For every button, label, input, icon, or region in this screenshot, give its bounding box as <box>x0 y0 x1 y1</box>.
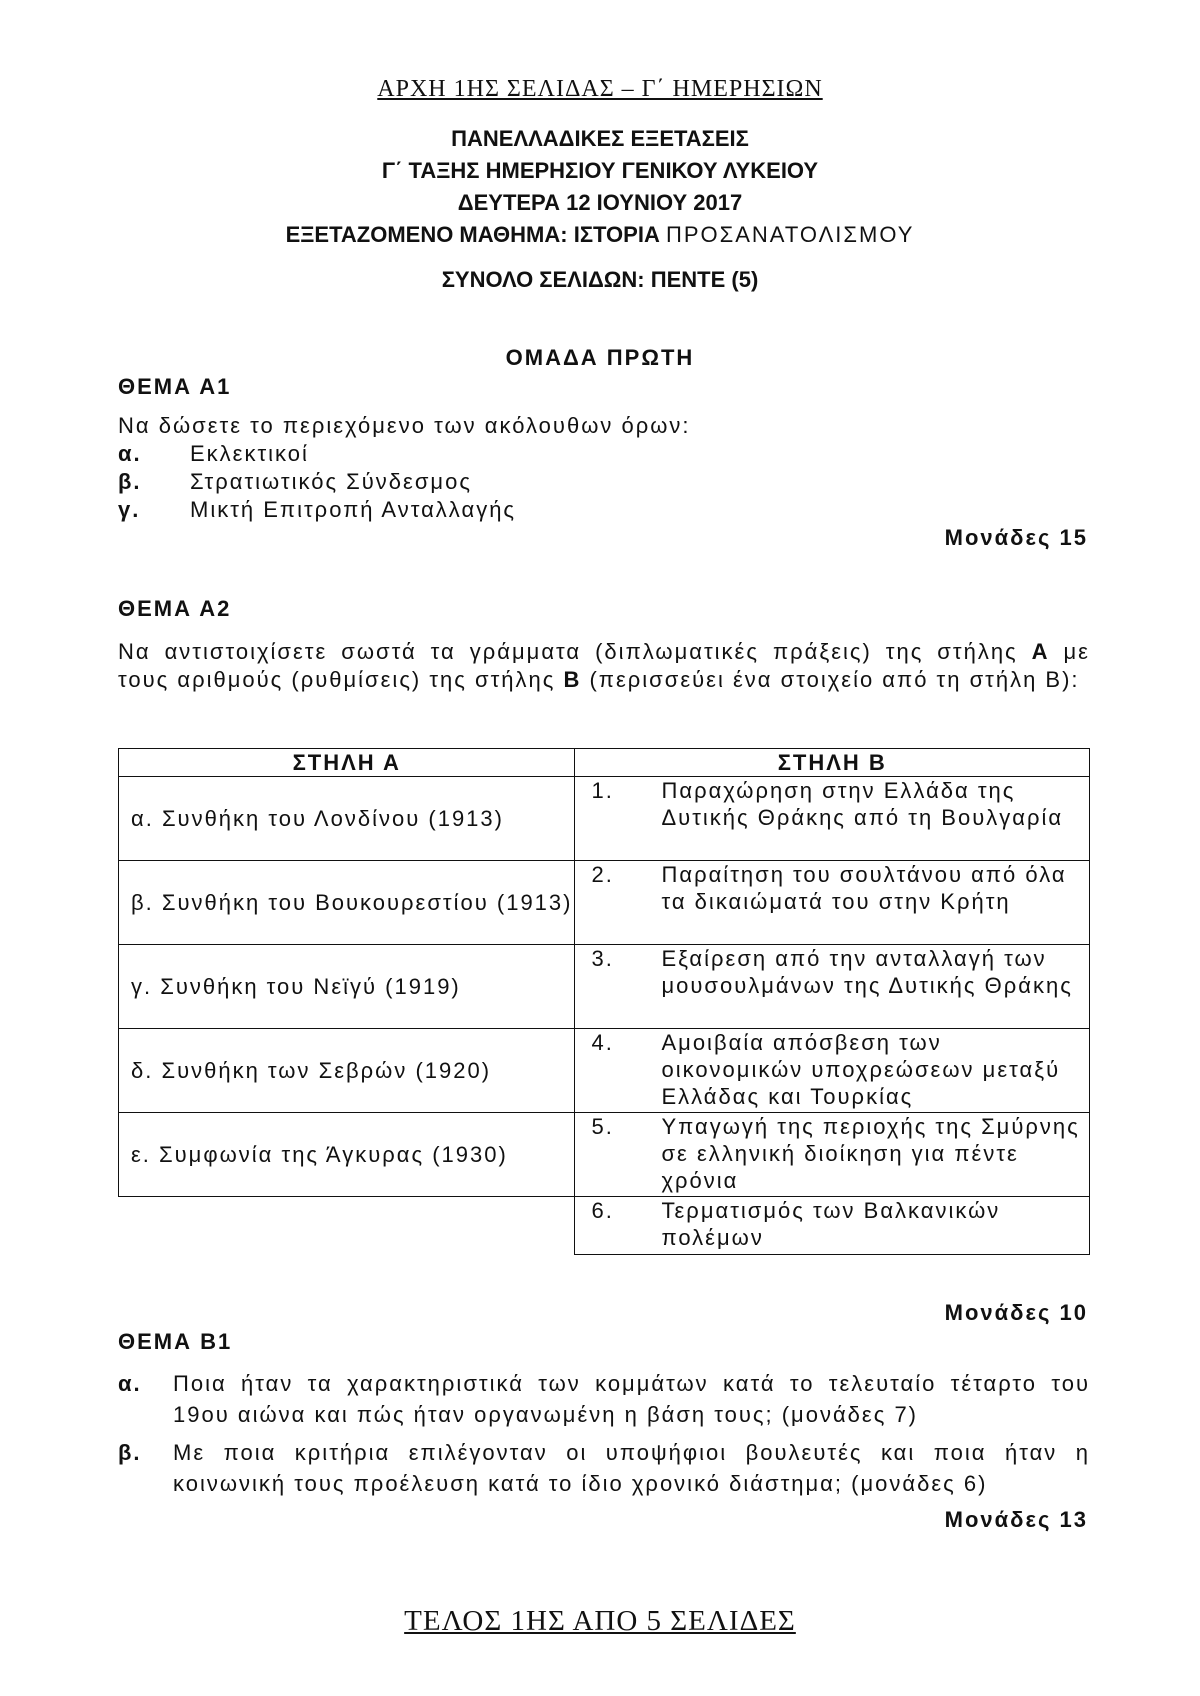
exam-class-line: Γ΄ ΤΑΞΗΣ ΗΜΕΡΗΣΙΟΥ ΓΕΝΙΚΟΥ ΛΥΚΕΙΟΥ <box>381 158 819 183</box>
table-row <box>119 945 1090 1029</box>
item-text: Παραχώρηση στην Ελλάδα της Δυτικής Θράκης από τη Βουλγαρία <box>661 778 1064 830</box>
column-b-cell <box>575 945 1090 1029</box>
theme-a2-units: Μονάδες 10 <box>944 1300 1088 1325</box>
column-a-cell: β. Συνθήκη του Βουκουρεστίου (1913) <box>119 861 575 945</box>
exam-subject-orientation: ΠΡΟΣΑΝΑΤΟΛΙΣΜΟΥ <box>665 222 915 247</box>
column-b-cell <box>575 861 1090 945</box>
table-row <box>119 1197 1090 1255</box>
item-number: 6. <box>591 1198 614 1223</box>
instruction-column-b: Β <box>563 667 582 692</box>
item-number: 5. <box>591 1114 614 1139</box>
item-text: Στρατιωτικός Σύνδεσμος <box>190 469 472 494</box>
question-text: Με ποια κριτήρια επιλέγονταν οι υποψήφιοι βουλευτές και ποια ήταν η κοινωνική τους προέλευση κατά το ίδιο χρονικό διάστημα; (μονάδες 6) <box>173 1440 1090 1496</box>
column-a-cell: δ. Συνθήκη των Σεβρών (1920) <box>119 1029 575 1113</box>
item-number: 2. <box>591 862 614 887</box>
column-b-header: ΣΤΗΛΗ Β <box>575 749 1090 777</box>
instruction-column-a: Α <box>1031 639 1050 664</box>
instruction-text: (περισσεύει ένα στοιχείο από τη στήλη Β): <box>581 667 1080 692</box>
item-number: 1. <box>591 778 614 803</box>
instruction-text: Να αντιστοιχίσετε σωστά τα γράμματα (διπλωματικές πράξεις) της στήλης <box>118 639 1032 664</box>
item-marker: α. <box>118 441 142 466</box>
exam-title-line: ΠΑΝΕΛΛΑΔΙΚΕΣ ΕΞΕΤΑΣΕΙΣ <box>451 126 749 151</box>
theme-b1-question <box>118 1368 1090 1430</box>
matching-table <box>118 748 1090 1255</box>
page-header: ΑΡΧΗ 1ΗΣ ΣΕΛΙΔΑΣ – Γ΄ ΗΜΕΡΗΣΙΩΝ <box>377 76 823 102</box>
column-b-cell <box>575 1113 1090 1197</box>
exam-subject-line <box>0 222 1200 248</box>
item-text: Εξαίρεση από την ανταλλαγή των μουσουλμάνων της Δυτικής Θράκης <box>661 946 1073 998</box>
theme-a2-instruction <box>118 638 1090 694</box>
theme-a1-item <box>118 468 472 496</box>
item-text: Τερματισμός των Βαλκανικών πολέμων <box>661 1198 1001 1250</box>
column-b-cell <box>575 1029 1090 1113</box>
item-text: Μικτή Επιτροπή Ανταλλαγής <box>190 497 517 522</box>
empty-cell <box>119 1197 575 1255</box>
column-b-cell <box>575 777 1090 861</box>
item-number: 4. <box>591 1030 614 1055</box>
item-text: Παραίτηση του σουλτάνου από όλα τα δικαιώματά του στην Κρήτη <box>661 862 1067 914</box>
theme-a1-title: ΘΕΜΑ Α1 <box>118 374 232 399</box>
table-row <box>119 1113 1090 1197</box>
exam-pages-line: ΣΥΝΟΛΟ ΣΕΛΙΔΩΝ: ΠΕΝΤΕ (5) <box>441 267 759 292</box>
column-a-cell: α. Συνθήκη του Λονδίνου (1913) <box>119 777 575 861</box>
item-marker: β. <box>118 469 142 494</box>
theme-a1-instruction: Να δώσετε το περιεχόμενο των ακόλουθων όρων: <box>118 413 691 438</box>
column-b-cell <box>575 1197 1090 1255</box>
page-footer: ΤΕΛΟΣ 1ΗΣ ΑΠΟ 5 ΣΕΛΙΔΕΣ <box>404 1605 796 1637</box>
item-text: Εκλεκτικοί <box>190 441 309 466</box>
theme-b1-units: Μονάδες 13 <box>944 1507 1088 1532</box>
column-a-cell: γ. Συνθήκη του Νεϊγύ (1919) <box>119 945 575 1029</box>
theme-b1-title: ΘΕΜΑ Β1 <box>118 1329 233 1354</box>
question-marker: α. <box>118 1371 142 1396</box>
instruction-text: με τους αριθμούς (ρυθμίσεις) της στήλης <box>118 639 1090 692</box>
column-a-cell: ε. Συμφωνία της Άγκυρας (1930) <box>119 1113 575 1197</box>
item-marker: γ. <box>118 497 141 522</box>
item-text: Υπαγωγή της περιοχής της Σμύρνης σε ελληνική διοίκηση για πέντε χρόνια <box>661 1114 1080 1193</box>
exam-subject-bold: ΕΞΕΤΑΖΟΜΕΝΟ ΜΑΘΗΜΑ: ΙΣΤΟΡΙΑ <box>285 222 660 247</box>
theme-a1-item <box>118 496 516 524</box>
question-marker: β. <box>118 1440 142 1465</box>
theme-a1-units: Μονάδες 15 <box>944 525 1088 550</box>
item-number: 3. <box>591 946 614 971</box>
table-row <box>119 777 1090 861</box>
theme-a2-title: ΘΕΜΑ Α2 <box>118 596 232 621</box>
group-title: ΟΜΑΔΑ ΠΡΩΤΗ <box>505 345 695 370</box>
table-row <box>119 861 1090 945</box>
theme-b1-question <box>118 1437 1090 1499</box>
column-a-header: ΣΤΗΛΗ Α <box>119 749 575 777</box>
question-text: Ποια ήταν τα χαρακτηριστικά των κομμάτων κατά το τελευταίο τέταρτο του 19ου αιώνα και πώς ήταν οργανωμένη η βάση τους; (μονάδες 7) <box>173 1371 1090 1427</box>
table-row <box>119 1029 1090 1113</box>
exam-date-line: ΔΕΥΤΕΡΑ 12 ΙΟΥΝΙΟΥ 2017 <box>457 190 743 215</box>
theme-a1-item <box>118 440 309 468</box>
item-text: Αμοιβαία απόσβεση των οικονομικών υποχρεώσεων μεταξύ Ελλάδας και Τουρκίας <box>661 1030 1061 1109</box>
